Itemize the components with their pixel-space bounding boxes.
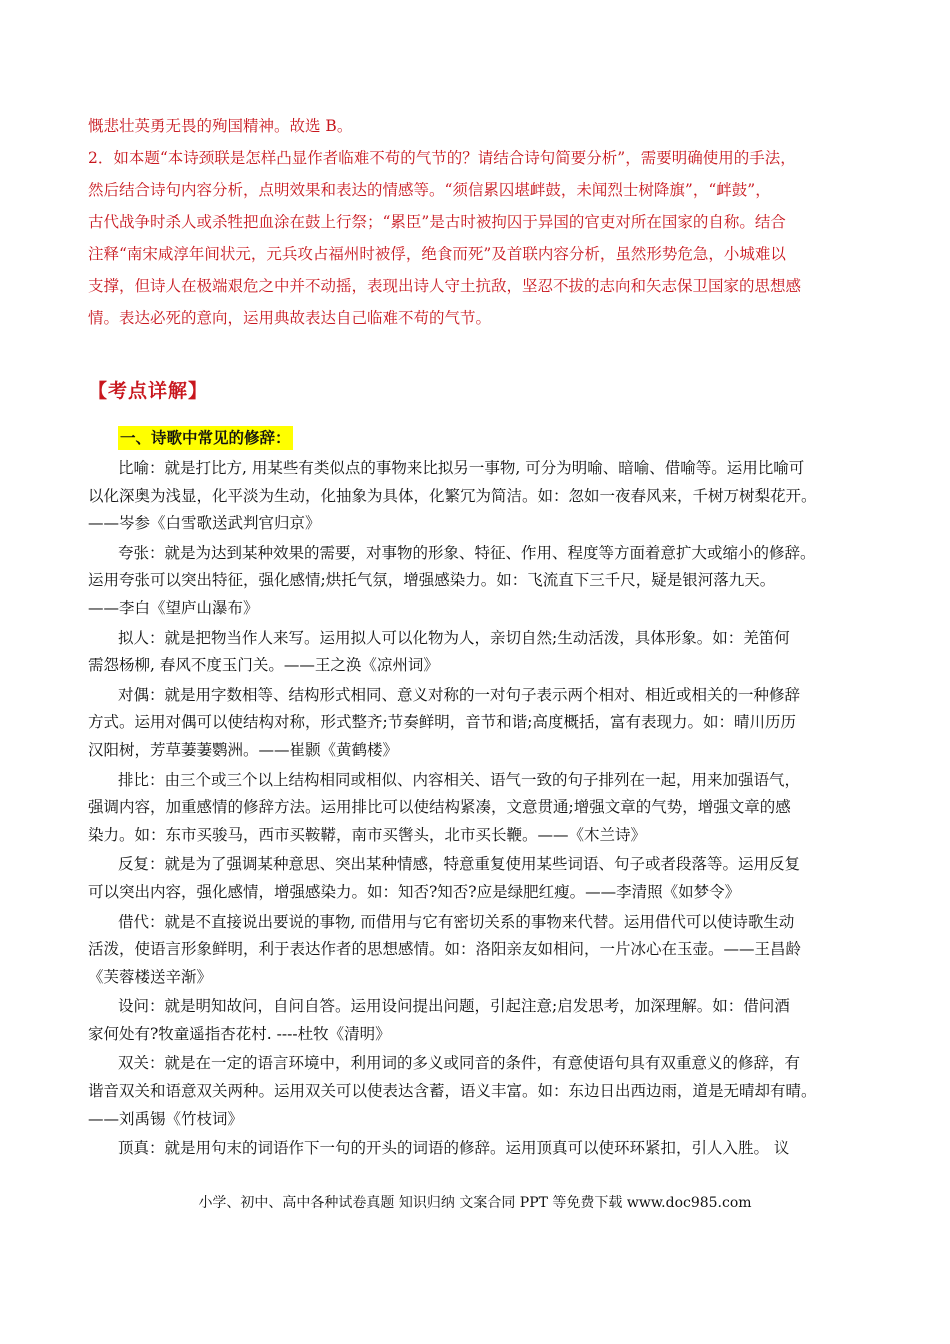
item-line: 拟人：就是把物当作人来写。运用拟人可以化物为人，亲切自然;生动活泼，具体形象。如：羌笛何: [118, 628, 790, 647]
item-line: 方式。运用对偶可以使结构对称，形式整齐;节奏鲜明，音节和谐;高度概括，富有表现力。如：晴川历历: [88, 713, 796, 732]
item-line: 夸张：就是为达到某种效果的需要，对事物的形象、特征、作用、程度等方面着意扩大或缩小的修辞。: [118, 543, 816, 562]
rhetoric-item: [88, 455, 868, 538]
rhetoric-item: [88, 767, 868, 850]
item-line: 比喻：就是打比方, 用某些有类似点的事物来比拟另一事物, 可分为明喻、暗喻、借喻等。运用比喻可: [118, 459, 805, 477]
item-line: 借代：就是不直接说出要说的事物, 而借用与它有密切关系的事物来代替。运用借代可以使诗歌生动: [118, 912, 795, 931]
answer-analysis: [88, 110, 868, 334]
answer-line: 然后结合诗句内容分析，点明效果和表达的情感等。“须信累囚堪衅鼓，未闻烈士树降旗”，“衅鼓”，: [88, 181, 771, 199]
rhetoric-list: [88, 455, 868, 1165]
rhetoric-item: [88, 625, 868, 680]
answer-line: 支撑，但诗人在极端艰危之中并不动摇，表现出诗人守土抗敌，坚忍不拔的志向和矢志保卫国家的思想感: [88, 277, 802, 295]
item-line: 汉阳树，芳草萋萋鹦洲。——崔颢《黄鹤楼》: [88, 740, 399, 759]
rhetoric-item: [88, 851, 868, 906]
item-line: 《芙蓉楼送辛渐》: [88, 967, 213, 986]
item-line: 设问：就是明知故问，自问自答。运用设问提出问题，引起注意;启发思考，加深理解。如：借问酒: [118, 997, 790, 1016]
item-line: 活泼，使语言形象鲜明，利于表达作者的思想感情。如：洛阳亲友如相问，一片冰心在玉壶。——王昌龄: [88, 940, 802, 959]
rhetoric-item: [88, 993, 868, 1048]
rhetoric-item: [88, 909, 868, 992]
rhetoric-item: [88, 1050, 868, 1133]
answer-line: 情。表达必死的意向，运用典故表达自己临难不苟的气节。: [88, 309, 492, 327]
item-line: 染力。如：东市买骏马，西市买鞍鞯，南市买辔头，北市买长鞭。——《木兰诗》: [88, 825, 647, 844]
answer-line: 古代战争时杀人或杀牲把血涂在鼓上行祭；“累臣”是古时被拘囚于异国的官吏对所在国家的自称。结合: [88, 213, 786, 231]
item-line: 需怨杨柳, 春风不度玉门关。——王之涣《凉州词》: [88, 656, 439, 675]
item-line: 家何处有?牧童遥指杏花村. ----杜牧《清明》: [88, 1024, 391, 1043]
subheading: 一、诗歌中常见的修辞：: [118, 426, 293, 450]
item-line: 顶真：就是用句末的词语作下一句的开头的词语的修辞。运用顶真可以使环环紧扣，引人入胜。 议: [118, 1139, 790, 1158]
item-line: 谐音双关和语意双关两种。运用双关可以使表达含蓄，语义丰富。如：东边日出西边雨，道是无晴却有晴。: [88, 1082, 817, 1101]
page-footer: 小学、初中、高中各种试卷真题 知识归纳 文案合同 PPT 等免费下载 www.doc985.com: [198, 1195, 752, 1211]
item-line: 可以突出内容，强化感情，增强感染力。如：知否?知否?应是绿肥红瘦。——李清照《如梦令》: [88, 882, 741, 901]
item-line: 对偶：就是用字数相等、结构形式相同、意义对称的一对句子表示两个相对、相近或相关的一种修辞: [118, 685, 801, 704]
item-line: 排比：由三个或三个以上结构相同或相似、内容相关、语气一致的句子排列在一起，用来加强语气，: [118, 770, 801, 789]
item-line: 运用夸张可以突出特征，强化感情;烘托气氛，增强感染力。如：飞流直下三千尺，疑是银河落九天。: [88, 571, 776, 590]
item-line: ——岑参《白雪歌送武判官归京》: [88, 514, 321, 533]
item-line: ——刘禹锡《竹枝词》: [88, 1109, 244, 1128]
rhetoric-item: [88, 540, 868, 623]
item-line: 反复：就是为了强调某种意思、突出某种情感，特意重复使用某些词语、句子或者段落等。运用反复: [118, 855, 801, 874]
rhetoric-item: [88, 682, 868, 765]
answer-line: 注释“南宋咸淳年间状元，元兵攻占福州时被俘，绝食而死”及首联内容分析，虽然形势危急，小城难以: [88, 245, 786, 263]
answer-line: 慨悲壮英勇无畏的殉国精神。故选 B。: [88, 117, 353, 135]
section-title: 【考点详解】: [88, 380, 209, 402]
answer-line: 2．如本题“本诗颈联是怎样凸显作者临难不苟的气节的？请结合诗句简要分析”，需要明确使用的手法，: [88, 149, 796, 167]
item-line: 双关：就是在一定的语言环境中，利用词的多义或同音的条件，有意使语句具有双重意义的修辞，有: [118, 1054, 801, 1073]
rhetoric-item: [88, 1135, 868, 1163]
item-line: 强调内容，加重感情的修辞方法。运用排比可以使结构紧凑，文意贯通;增强文章的气势，增强文章的感: [88, 798, 791, 817]
item-line: ——李白《望庐山瀑布》: [88, 598, 259, 617]
item-line: 以化深奥为浅显，化平淡为生动，化抽象为具体，化繁冗为简洁。如：忽如一夜春风来，千树万树梨花开。: [88, 486, 817, 505]
